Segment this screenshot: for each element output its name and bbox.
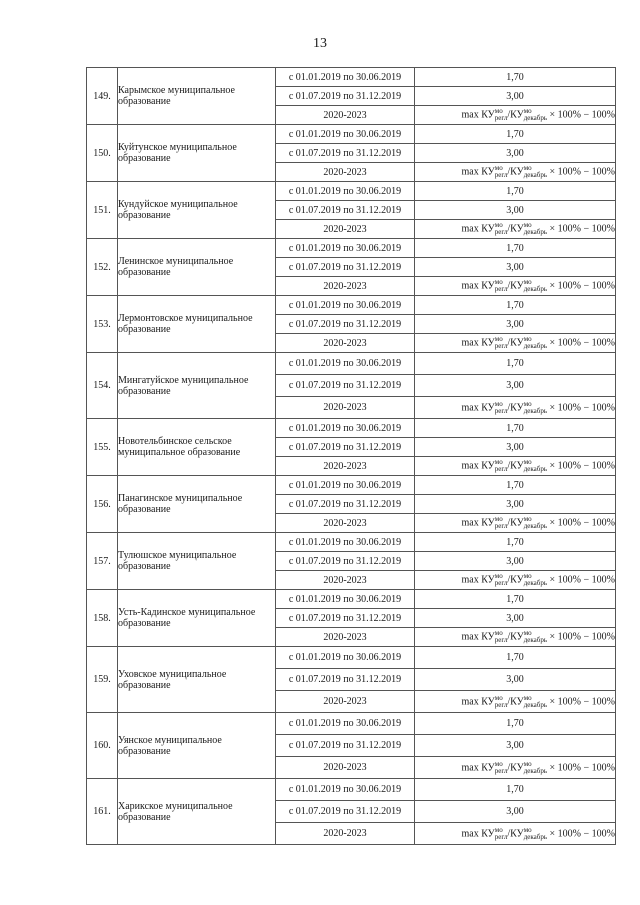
table-row (87, 419, 616, 438)
value-first-half: 1,70 (415, 353, 616, 375)
value-second-half: 3,00 (415, 315, 616, 334)
period-range: 2020-2023 (276, 277, 415, 296)
formula-index-dec (524, 222, 547, 236)
formula-index-reg (495, 108, 508, 122)
formula-index-reg (495, 761, 508, 775)
formula-sup: мо (523, 221, 532, 229)
row-number: 155. (87, 419, 118, 476)
formula-prefix: max КУ (461, 827, 495, 839)
period-second-half: с 01.07.2019 по 31.12.2019 (276, 438, 415, 457)
index-formula (415, 823, 616, 845)
formula-sub-reg: регл (494, 342, 508, 350)
table-row (87, 125, 616, 144)
formula-index-reg (495, 401, 508, 415)
row-number: 149. (87, 68, 118, 125)
period-second-half: с 01.07.2019 по 31.12.2019 (276, 258, 415, 277)
formula-sup: мо (494, 107, 503, 115)
formula-sub-reg: регл (494, 465, 508, 473)
period-second-half: с 01.07.2019 по 31.12.2019 (276, 495, 415, 514)
row-number: 156. (87, 476, 118, 533)
formula-suffix: × 100% − 100% (547, 337, 615, 349)
value-first-half: 1,70 (415, 296, 616, 315)
formula-sub-reg: регл (494, 700, 508, 709)
formula-sub-dec: декабрь (523, 579, 548, 587)
index-formula (415, 757, 616, 779)
row-number: 158. (87, 590, 118, 647)
index-formula (415, 514, 616, 533)
formula-sup: мо (523, 515, 532, 523)
table-row (87, 353, 616, 375)
period-second-half: с 01.07.2019 по 31.12.2019 (276, 87, 415, 106)
formula-slash: /КУ (507, 223, 524, 235)
formula-suffix: × 100% − 100% (547, 223, 615, 235)
period-range: 2020-2023 (276, 163, 415, 182)
formula-sup: мо (494, 825, 503, 834)
period-first-half: с 01.01.2019 по 30.06.2019 (276, 239, 415, 258)
value-first-half: 1,70 (415, 125, 616, 144)
formula-sup: мо (494, 572, 503, 580)
formula-index-dec (524, 761, 547, 775)
value-first-half: 1,70 (415, 68, 616, 87)
period-second-half: с 01.07.2019 по 31.12.2019 (276, 669, 415, 691)
formula-index-dec (524, 695, 547, 709)
period-second-half: с 01.07.2019 по 31.12.2019 (276, 609, 415, 628)
municipality-name: Панагинское муниципальное образование (118, 476, 276, 533)
formula-slash: /КУ (507, 827, 524, 839)
formula-sub-dec: декабрь (523, 171, 548, 179)
formula-sub-dec: декабрь (523, 465, 548, 473)
index-formula (415, 220, 616, 239)
value-first-half: 1,70 (415, 590, 616, 609)
formula-suffix: × 100% − 100% (547, 761, 615, 773)
formula-sup: мо (494, 164, 503, 172)
period-first-half: с 01.01.2019 по 30.06.2019 (276, 713, 415, 735)
formula-suffix: × 100% − 100% (547, 109, 615, 121)
period-range: 2020-2023 (276, 334, 415, 353)
table-row (87, 590, 616, 609)
page-number: 13 (313, 36, 327, 51)
formula-index-dec (524, 336, 547, 350)
formula-sub-dec: декабрь (523, 700, 548, 709)
period-first-half: с 01.01.2019 по 30.06.2019 (276, 647, 415, 669)
formula-index-reg (495, 459, 508, 473)
period-range: 2020-2023 (276, 571, 415, 590)
formula-sup: мо (494, 335, 503, 343)
formula-index-dec (524, 279, 547, 293)
formula-suffix: × 100% − 100% (547, 695, 615, 707)
formula-index-dec (524, 165, 547, 179)
formula-sub-dec: декабрь (523, 766, 548, 775)
formula-sup: мо (523, 693, 532, 702)
formula-index-reg (495, 695, 508, 709)
formula-sup: мо (523, 572, 532, 580)
formula-prefix: max КУ (461, 223, 495, 235)
formula-sup: мо (523, 399, 532, 408)
value-second-half: 3,00 (415, 495, 616, 514)
value-second-half: 3,00 (415, 438, 616, 457)
formula-suffix: × 100% − 100% (547, 401, 615, 413)
formula-prefix: max КУ (461, 517, 495, 529)
period-second-half: с 01.07.2019 по 31.12.2019 (276, 201, 415, 220)
table-row (87, 713, 616, 735)
formula-sup: мо (523, 825, 532, 834)
formula-sup: мо (523, 164, 532, 172)
value-first-half: 1,70 (415, 713, 616, 735)
table-row (87, 296, 616, 315)
formula-index-dec (524, 401, 547, 415)
formula-sup: мо (523, 759, 532, 768)
index-formula (415, 397, 616, 419)
formula-sup: мо (494, 278, 503, 286)
municipality-name: Куйтунское муниципальное образование (118, 125, 276, 182)
formula-sub-reg: регл (494, 171, 508, 179)
formula-sup: мо (494, 759, 503, 768)
table-row (87, 476, 616, 495)
formula-suffix: × 100% − 100% (547, 827, 615, 839)
formula-sub-reg: регл (494, 114, 508, 122)
value-second-half: 3,00 (415, 552, 616, 571)
formula-sup: мо (523, 335, 532, 343)
tariff-table (86, 67, 616, 845)
municipality-name: Уянское муниципальное образование (118, 713, 276, 779)
formula-sup: мо (494, 515, 503, 523)
formula-sub-dec: декабрь (523, 406, 548, 415)
value-first-half: 1,70 (415, 647, 616, 669)
formula-index-reg (495, 516, 508, 530)
formula-sub-reg: регл (494, 579, 508, 587)
municipality-name: Тулюшское муниципальное образование (118, 533, 276, 590)
value-second-half: 3,00 (415, 87, 616, 106)
formula-sub-reg: регл (494, 636, 508, 644)
index-formula (415, 571, 616, 590)
period-range: 2020-2023 (276, 220, 415, 239)
formula-prefix: max КУ (461, 695, 495, 707)
period-range: 2020-2023 (276, 823, 415, 845)
value-first-half: 1,70 (415, 779, 616, 801)
period-first-half: с 01.01.2019 по 30.06.2019 (276, 590, 415, 609)
period-second-half: с 01.07.2019 по 31.12.2019 (276, 375, 415, 397)
formula-prefix: max КУ (461, 631, 495, 643)
formula-prefix: max КУ (461, 460, 495, 472)
formula-sub-reg: регл (494, 285, 508, 293)
period-first-half: с 01.01.2019 по 30.06.2019 (276, 125, 415, 144)
formula-slash: /КУ (507, 695, 524, 707)
period-second-half: с 01.07.2019 по 31.12.2019 (276, 315, 415, 334)
period-range: 2020-2023 (276, 757, 415, 779)
formula-sub-dec: декабрь (523, 832, 548, 841)
formula-sub-reg: регл (494, 832, 508, 841)
value-first-half: 1,70 (415, 533, 616, 552)
formula-sup: мо (494, 629, 503, 637)
table-row (87, 779, 616, 801)
formula-index-reg (495, 630, 508, 644)
formula-suffix: × 100% − 100% (547, 631, 615, 643)
period-first-half: с 01.01.2019 по 30.06.2019 (276, 68, 415, 87)
value-first-half: 1,70 (415, 419, 616, 438)
formula-slash: /КУ (507, 280, 524, 292)
formula-sup: мо (494, 693, 503, 702)
formula-sub-reg: регл (494, 228, 508, 236)
table-row (87, 647, 616, 669)
period-first-half: с 01.01.2019 по 30.06.2019 (276, 476, 415, 495)
municipality-name: Усть-Кадинское муниципальное образование (118, 590, 276, 647)
index-formula (415, 457, 616, 476)
period-second-half: с 01.07.2019 по 31.12.2019 (276, 144, 415, 163)
formula-sup: мо (523, 629, 532, 637)
formula-sub-reg: регл (494, 406, 508, 415)
formula-prefix: max КУ (461, 761, 495, 773)
period-second-half: с 01.07.2019 по 31.12.2019 (276, 801, 415, 823)
table-row (87, 68, 616, 87)
formula-prefix: max КУ (461, 280, 495, 292)
row-number: 160. (87, 713, 118, 779)
formula-sub-dec: декабрь (523, 636, 548, 644)
row-number: 161. (87, 779, 118, 845)
formula-sup: мо (494, 458, 503, 466)
index-formula (415, 277, 616, 296)
row-number: 150. (87, 125, 118, 182)
row-number: 154. (87, 353, 118, 419)
formula-sub-reg: регл (494, 522, 508, 530)
period-range: 2020-2023 (276, 514, 415, 533)
municipality-name: Лермонтовское муниципальное образование (118, 296, 276, 353)
municipality-name: Харикское муниципальное образование (118, 779, 276, 845)
period-first-half: с 01.01.2019 по 30.06.2019 (276, 533, 415, 552)
row-number: 153. (87, 296, 118, 353)
municipality-name: Уховское муниципальное образование (118, 647, 276, 713)
value-second-half: 3,00 (415, 258, 616, 277)
row-number: 159. (87, 647, 118, 713)
formula-index-reg (495, 279, 508, 293)
formula-sup: мо (494, 221, 503, 229)
period-first-half: с 01.01.2019 по 30.06.2019 (276, 419, 415, 438)
formula-slash: /КУ (507, 761, 524, 773)
index-formula (415, 628, 616, 647)
formula-prefix: max КУ (461, 109, 495, 121)
formula-slash: /КУ (507, 401, 524, 413)
table-row (87, 533, 616, 552)
formula-suffix: × 100% − 100% (547, 574, 615, 586)
formula-sub-dec: декабрь (523, 228, 548, 236)
formula-sub-dec: декабрь (523, 285, 548, 293)
formula-sup: мо (523, 278, 532, 286)
period-range: 2020-2023 (276, 691, 415, 713)
index-formula (415, 106, 616, 125)
formula-slash: /КУ (507, 337, 524, 349)
table-row (87, 182, 616, 201)
formula-prefix: max КУ (461, 337, 495, 349)
formula-index-dec (524, 630, 547, 644)
municipality-name: Ленинское муниципальное образование (118, 239, 276, 296)
value-first-half: 1,70 (415, 182, 616, 201)
formula-index-dec (524, 108, 547, 122)
formula-suffix: × 100% − 100% (547, 280, 615, 292)
formula-index-reg (495, 165, 508, 179)
period-second-half: с 01.07.2019 по 31.12.2019 (276, 552, 415, 571)
value-second-half: 3,00 (415, 669, 616, 691)
formula-slash: /КУ (507, 517, 524, 529)
formula-slash: /КУ (507, 574, 524, 586)
formula-slash: /КУ (507, 460, 524, 472)
period-range: 2020-2023 (276, 628, 415, 647)
index-formula (415, 691, 616, 713)
formula-sup: мо (523, 458, 532, 466)
municipality-name: Новотельбинское сельское муниципальное образование (118, 419, 276, 476)
period-first-half: с 01.01.2019 по 30.06.2019 (276, 779, 415, 801)
index-formula (415, 334, 616, 353)
period-range: 2020-2023 (276, 457, 415, 476)
period-range: 2020-2023 (276, 397, 415, 419)
period-first-half: с 01.01.2019 по 30.06.2019 (276, 182, 415, 201)
formula-index-reg (495, 222, 508, 236)
formula-prefix: max КУ (461, 166, 495, 178)
table-row (87, 239, 616, 258)
formula-prefix: max КУ (461, 401, 495, 413)
formula-sub-dec: декабрь (523, 342, 548, 350)
formula-index-reg (495, 573, 508, 587)
formula-slash: /КУ (507, 109, 524, 121)
formula-sub-dec: декабрь (523, 522, 548, 530)
formula-prefix: max КУ (461, 574, 495, 586)
formula-suffix: × 100% − 100% (547, 166, 615, 178)
period-second-half: с 01.07.2019 по 31.12.2019 (276, 735, 415, 757)
formula-sup: мо (494, 399, 503, 408)
value-first-half: 1,70 (415, 476, 616, 495)
formula-sup: мо (523, 107, 532, 115)
formula-sub-dec: декабрь (523, 114, 548, 122)
value-second-half: 3,00 (415, 801, 616, 823)
formula-slash: /КУ (507, 631, 524, 643)
value-second-half: 3,00 (415, 201, 616, 220)
value-second-half: 3,00 (415, 375, 616, 397)
formula-suffix: × 100% − 100% (547, 517, 615, 529)
formula-suffix: × 100% − 100% (547, 460, 615, 472)
municipality-name: Карымское муниципальное образование (118, 68, 276, 125)
row-number: 151. (87, 182, 118, 239)
period-first-half: с 01.01.2019 по 30.06.2019 (276, 353, 415, 375)
formula-index-dec (524, 459, 547, 473)
index-formula (415, 163, 616, 182)
period-first-half: с 01.01.2019 по 30.06.2019 (276, 296, 415, 315)
formula-index-dec (524, 573, 547, 587)
formula-slash: /КУ (507, 166, 524, 178)
period-range: 2020-2023 (276, 106, 415, 125)
value-first-half: 1,70 (415, 239, 616, 258)
formula-index-reg (495, 336, 508, 350)
formula-index-dec (524, 827, 547, 841)
municipality-name: Мингатуйское муниципальное образование (118, 353, 276, 419)
formula-index-dec (524, 516, 547, 530)
value-second-half: 3,00 (415, 609, 616, 628)
row-number: 157. (87, 533, 118, 590)
value-second-half: 3,00 (415, 735, 616, 757)
formula-sub-reg: регл (494, 766, 508, 775)
value-second-half: 3,00 (415, 144, 616, 163)
row-number: 152. (87, 239, 118, 296)
municipality-name: Кундуйское муниципальное образование (118, 182, 276, 239)
formula-index-reg (495, 827, 508, 841)
